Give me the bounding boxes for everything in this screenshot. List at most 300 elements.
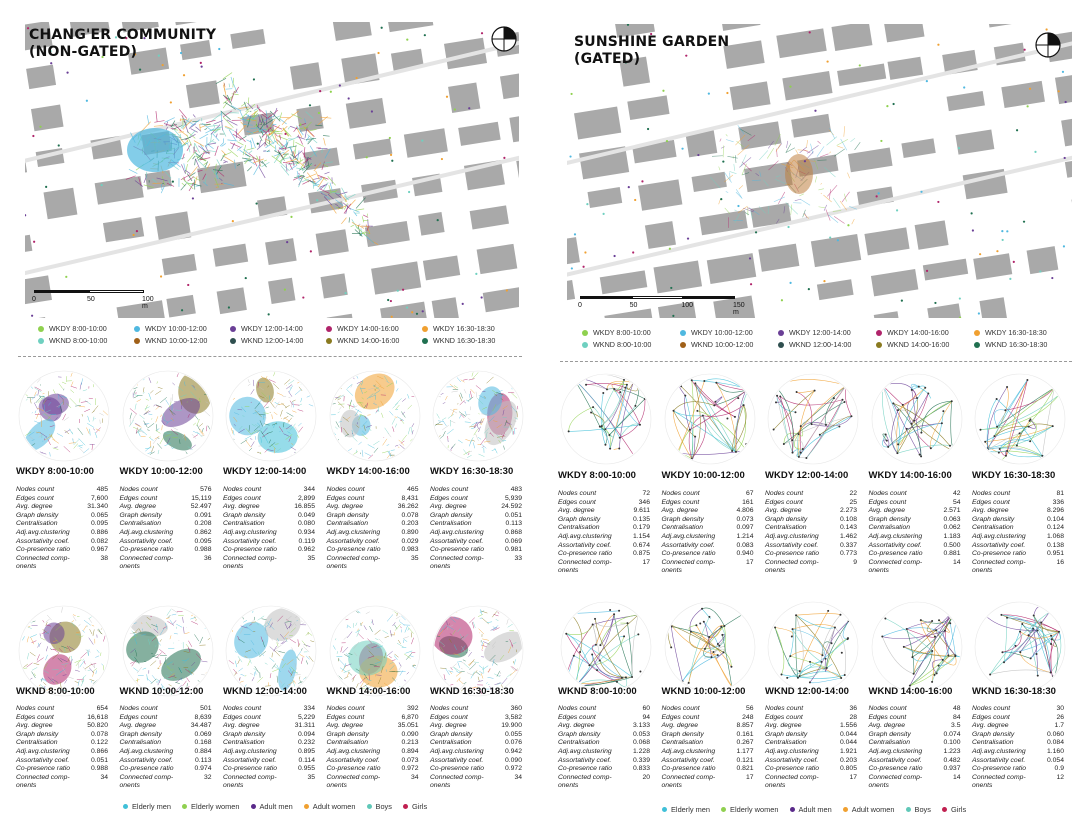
stat-key: Connected comp- (972, 558, 1026, 566)
stat-value: 31.340 (87, 503, 108, 511)
stat-key-continuation: onents (972, 567, 993, 575)
stat-key: Connected comp- (558, 773, 612, 781)
stat-value: 26 (1056, 713, 1064, 721)
stat-value: 34 (100, 773, 108, 781)
group-label: Adult women (851, 805, 895, 814)
stat-row (16, 495, 108, 504)
stat-key: Avg. degree (223, 722, 260, 730)
stat-value: 0.083 (736, 541, 754, 549)
network-diagram (225, 605, 317, 697)
site-map (567, 24, 1072, 318)
legend-swatch (422, 338, 428, 344)
legend-swatch (230, 326, 236, 332)
stat-key: Avg. degree (119, 503, 157, 511)
stat-value: 1.462 (839, 532, 857, 540)
stat-key: Co-presence ratio (868, 765, 923, 773)
scale-bar-segment (580, 296, 632, 299)
stat-value: 360 (510, 705, 522, 712)
stat-key: Co-presence ratio (661, 550, 716, 558)
stat-key-continuation: onents (16, 563, 37, 571)
stat-row (765, 533, 857, 542)
stat-key: Centralisation (223, 520, 265, 528)
stat-row (120, 757, 212, 766)
stat-value: 38 (100, 554, 108, 562)
stat-row (120, 714, 212, 723)
stat-row (223, 529, 315, 538)
group-legend-item (403, 802, 427, 811)
stat-value: 465 (407, 486, 419, 493)
stat-row (765, 542, 857, 551)
stat-key: Graph density (661, 515, 704, 523)
stat-key: Centralisation (223, 739, 265, 747)
stat-value: 8.857 (736, 722, 754, 730)
legend-item (974, 328, 1047, 337)
stat-row (972, 739, 1064, 748)
stat-row (869, 542, 961, 551)
stat-row (972, 516, 1064, 525)
period-title: WKND 14:00-16:00 (326, 686, 411, 697)
stat-row (869, 774, 961, 783)
legend-item (582, 328, 651, 337)
stat-value: 33 (514, 554, 522, 562)
legend-swatch (582, 342, 588, 348)
stat-row (16, 486, 108, 495)
stat-row (223, 555, 315, 564)
stat-row (558, 757, 650, 766)
stat-row (327, 705, 419, 714)
stat-value: 0.937 (943, 765, 961, 773)
stat-value: 0.339 (632, 756, 650, 764)
network-graph (560, 373, 652, 465)
stat-key: Nodes count (868, 705, 907, 712)
stat-key-continuation: onents (765, 782, 786, 790)
stat-row (662, 490, 754, 499)
stat-value: 3,582 (504, 713, 522, 721)
legend-label: WKDY 10:00-12:00 (691, 328, 753, 337)
stat-row (16, 520, 108, 529)
period-title: WKDY 12:00-14:00 (223, 466, 307, 477)
stat-row (972, 490, 1064, 499)
stat-key-continuation: onents (16, 782, 37, 790)
stat-key: Co-presence ratio (765, 550, 820, 558)
stat-row (223, 503, 315, 512)
stat-value: 0.862 (194, 528, 212, 536)
stat-row (765, 739, 857, 748)
legend-swatch (876, 330, 882, 336)
stat-key: Assortativity coef. (972, 756, 1026, 764)
stat-value: 3.133 (632, 722, 650, 730)
stat-row (558, 542, 650, 551)
network-diagram (767, 601, 859, 693)
stat-key: Co-presence ratio (558, 765, 613, 773)
stat-key: Avg. degree (223, 503, 260, 511)
group-label: Boys (914, 805, 931, 814)
stat-key: Avg. degree (119, 722, 157, 730)
stat-row (765, 499, 857, 508)
stat-key: Co-presence ratio (868, 550, 923, 558)
stat-value: 0.875 (632, 550, 650, 558)
stat-row (869, 722, 961, 731)
stat-row (327, 555, 419, 564)
period-stats (869, 705, 961, 791)
legend-item (230, 336, 303, 345)
stat-row (869, 524, 961, 533)
stat-value: 0.078 (401, 511, 419, 519)
stat-key-continuation: onents (223, 782, 244, 790)
stat-key: Centralisation (16, 520, 58, 528)
stat-value: 483 (510, 486, 522, 493)
stat-row (120, 495, 212, 504)
stat-key: Assortativity coef. (661, 541, 715, 549)
stat-value: 0.073 (736, 515, 754, 523)
period-stats (662, 490, 754, 576)
stat-key: Assortativity coef. (661, 756, 715, 764)
group-legend-item (123, 802, 171, 811)
stat-value: 54 (952, 498, 961, 506)
network-graph (119, 605, 214, 697)
scale-label: 0 (578, 302, 582, 309)
stat-key: Centralisation (119, 739, 162, 747)
stat-row (430, 765, 522, 774)
stat-row (765, 550, 857, 559)
stat-value: 20 (642, 773, 650, 781)
stat-row (662, 499, 754, 508)
stat-key-continuation: onents (326, 563, 347, 571)
stat-key: Assortativity coef. (326, 756, 380, 764)
stat-key: Centralisation (661, 524, 704, 532)
legend-label: WKND 12:00-14:00 (789, 340, 852, 349)
stat-row (223, 714, 315, 723)
stat-key: Co-presence ratio (765, 765, 820, 773)
stat-key: Connected comp- (765, 558, 819, 566)
stat-value: 0.062 (943, 524, 961, 532)
stat-row (223, 486, 315, 495)
stat-key: Assortativity coef. (765, 541, 819, 549)
stat-row (120, 486, 212, 495)
stat-key: Graph density (326, 730, 369, 738)
stat-row (558, 705, 650, 714)
site-map-drawing (25, 22, 519, 318)
stat-value: 2,899 (297, 494, 315, 502)
group-swatch (721, 807, 726, 812)
stat-row (327, 486, 419, 495)
stat-row (972, 524, 1064, 533)
stat-key: Assortativity coef. (868, 541, 922, 549)
stat-value: 12 (1056, 773, 1064, 781)
stat-row (869, 748, 961, 757)
stat-value: 1.177 (736, 747, 754, 755)
stat-value: 0.055 (504, 730, 522, 738)
stat-row (430, 495, 522, 504)
group-label: Adult men (259, 802, 293, 811)
network-graph (871, 601, 963, 693)
stat-value: 0.044 (839, 730, 857, 738)
stat-row (16, 757, 108, 766)
scale-bar-segment (632, 296, 684, 299)
stat-row (120, 520, 212, 529)
period-title: WKDY 8:00-10:00 (558, 470, 636, 481)
legend-item (134, 324, 207, 333)
period-stats (558, 490, 650, 576)
legend-swatch (582, 330, 588, 336)
stat-key: Edges count (661, 498, 700, 506)
period-stats (430, 705, 522, 791)
stat-value: 0.482 (943, 756, 961, 764)
stat-key: Graph density (223, 730, 266, 738)
stat-value: 0.080 (297, 520, 315, 528)
stat-value: 501 (200, 705, 212, 712)
period-stats (223, 486, 315, 572)
scale-label: 0 (32, 296, 36, 303)
scale-label: 100 (681, 302, 694, 309)
stat-row (327, 546, 419, 555)
legend-label: WKND 12:00-14:00 (241, 336, 304, 345)
stat-key: Connected comp- (430, 554, 484, 562)
group-label: Elderly men (132, 802, 172, 811)
legend-swatch (422, 326, 428, 332)
period-title: WKND 10:00-12:00 (119, 686, 204, 697)
group-label: Girls (950, 805, 967, 814)
stat-row (327, 495, 419, 504)
stat-row (972, 550, 1064, 559)
stat-key: Co-presence ratio (119, 546, 174, 554)
stat-row (869, 714, 961, 723)
stat-key: Connected comp- (119, 773, 174, 781)
site-map (25, 22, 519, 318)
stat-row (16, 705, 108, 714)
group-swatch (906, 807, 911, 812)
legend-label: WKDY 8:00-10:00 (593, 328, 651, 337)
stat-row (16, 529, 108, 538)
stat-row (120, 705, 212, 714)
stat-value: 0.967 (90, 546, 108, 554)
stat-value: 0.974 (194, 765, 212, 773)
network-diagram (560, 373, 652, 465)
stat-key: Adj.avg.clustering (223, 747, 277, 755)
stat-value: 0.337 (839, 541, 857, 549)
stat-value: 0.203 (839, 756, 857, 764)
period-stats (972, 705, 1064, 791)
stat-key: Nodes count (326, 486, 365, 493)
period-title: WKND 12:00-14:00 (765, 686, 849, 697)
stat-row (120, 503, 212, 512)
legend-item (778, 340, 851, 349)
legend-swatch (230, 338, 236, 344)
stat-key: Adj.avg.clustering (326, 528, 381, 536)
stat-row (869, 731, 961, 740)
stat-value: 0.108 (839, 515, 857, 523)
stat-row (662, 542, 754, 551)
stat-row (430, 520, 522, 529)
network-diagram (18, 605, 110, 697)
stat-value: 0.168 (194, 739, 212, 747)
group-legend (662, 805, 977, 814)
stat-row (662, 757, 754, 766)
group-swatch (790, 807, 795, 812)
stat-key: Adj.avg.clustering (16, 528, 70, 536)
stat-key: Graph density (972, 730, 1015, 738)
stat-key: Edges count (972, 498, 1010, 506)
stat-value: 0.934 (297, 528, 315, 536)
stat-key: Adj.avg.clustering (661, 532, 716, 540)
network-diagram (871, 601, 963, 693)
stat-value: 0.267 (736, 739, 754, 747)
stat-value: 0.084 (1046, 739, 1064, 747)
stat-value: 17 (642, 558, 650, 566)
legend-swatch (134, 338, 140, 344)
legend-label: WKDY 10:00-12:00 (145, 324, 207, 333)
stat-key-continuation: onents (558, 567, 579, 575)
stat-row (558, 559, 650, 568)
stat-value: 0.890 (401, 528, 419, 536)
legend-item (230, 324, 303, 333)
group-swatch (182, 804, 187, 809)
stat-value: 5,229 (297, 713, 315, 721)
stat-row (765, 748, 857, 757)
stat-row (765, 524, 857, 533)
stat-row (972, 757, 1064, 766)
legend-item (876, 328, 949, 337)
scale-label: 150 m (733, 302, 745, 316)
network-graph (122, 370, 214, 462)
stat-row (430, 748, 522, 757)
stat-key: Connected comp- (661, 558, 716, 566)
stat-row (120, 722, 212, 731)
stat-key: Connected comp- (223, 773, 277, 781)
period-stats (662, 705, 754, 791)
scale-bar (32, 290, 154, 310)
legend-item (778, 328, 851, 337)
stat-key: Adj.avg.clustering (661, 747, 716, 755)
stat-value: 34 (410, 773, 419, 781)
stat-row (869, 499, 961, 508)
stat-key: Connected comp- (223, 554, 277, 562)
group-legend-item (906, 805, 931, 814)
stat-key: Co-presence ratio (223, 765, 278, 773)
stat-value: 32 (203, 773, 212, 781)
stat-value: 0.143 (839, 524, 857, 532)
stat-value: 0.069 (504, 537, 522, 545)
legend-swatch (680, 330, 686, 336)
stat-value: 35 (307, 773, 315, 781)
period-stats (120, 705, 212, 791)
stat-value: 24.592 (501, 503, 522, 511)
stat-key-continuation: onents (661, 567, 682, 575)
time-period-legend (38, 324, 518, 348)
stat-value: 0.886 (90, 528, 108, 536)
stat-key: Assortativity coef. (868, 756, 922, 764)
stat-value: 0.121 (736, 756, 754, 764)
stat-value: 0.500 (943, 541, 961, 549)
stat-value: 81 (1056, 490, 1064, 497)
stat-value: 15,119 (191, 494, 212, 502)
stat-row (223, 705, 315, 714)
stat-value: 0.094 (297, 730, 315, 738)
stat-key: Nodes count (868, 490, 907, 497)
panel-gated (540, 0, 1080, 837)
legend-label: WKND 8:00-10:00 (593, 340, 652, 349)
stat-key: Edges count (558, 498, 596, 506)
stat-row (430, 546, 522, 555)
stat-row (765, 714, 857, 723)
network-diagram (326, 605, 421, 697)
period-title: WKND 8:00-10:00 (558, 686, 637, 697)
stat-key: Co-presence ratio (326, 765, 381, 773)
stat-value: 0.942 (504, 747, 522, 755)
network-graph (871, 373, 963, 465)
stat-key: Adj.avg.clustering (765, 747, 819, 755)
stat-value: 0.063 (943, 515, 961, 523)
stat-row (430, 774, 522, 783)
network-diagram (225, 370, 317, 462)
stat-row (327, 739, 419, 748)
stat-row (765, 722, 857, 731)
stat-row (16, 722, 108, 731)
stat-row (558, 722, 650, 731)
group-legend-item (251, 802, 293, 811)
stat-value: 0.833 (632, 765, 650, 773)
legend-swatch (326, 326, 332, 332)
stat-key: Nodes count (765, 705, 804, 712)
stat-row (430, 757, 522, 766)
stat-row (869, 559, 961, 568)
period-stats (16, 486, 108, 572)
stat-key: Avg. degree (16, 722, 53, 730)
stat-key: Nodes count (661, 705, 700, 712)
stat-key-continuation: onents (119, 782, 140, 790)
network-graph (225, 370, 317, 462)
stat-row (972, 542, 1064, 551)
stat-row (430, 486, 522, 495)
legend-item (974, 340, 1047, 349)
stat-row (430, 731, 522, 740)
stat-row (16, 748, 108, 757)
period-title: WKND 14:00-16:00 (868, 686, 953, 697)
stat-key: Nodes count (223, 705, 262, 712)
north-arrow-icon (1035, 32, 1061, 58)
stat-value: 0.068 (632, 739, 650, 747)
stat-value: 1.214 (736, 532, 754, 540)
legend-swatch (326, 338, 332, 344)
legend-item (876, 340, 949, 349)
scale-bar-segment (89, 290, 144, 293)
stat-value: 0.940 (736, 550, 754, 558)
stat-key: Edges count (765, 713, 803, 721)
stat-key-continuation: onents (430, 563, 451, 571)
stat-row (120, 555, 212, 564)
stat-key: Graph density (765, 730, 808, 738)
stat-value: 0.203 (401, 520, 419, 528)
legend-label: WKDY 12:00-14:00 (241, 324, 303, 333)
group-label: Elderly men (671, 805, 711, 814)
stat-value: 0.049 (297, 511, 315, 519)
stat-row (223, 546, 315, 555)
stat-key: Edges count (972, 713, 1010, 721)
group-legend (123, 802, 438, 811)
stat-key: Nodes count (558, 490, 597, 497)
stat-value: 0.138 (1046, 541, 1064, 549)
stat-value: 0.972 (504, 765, 522, 773)
stat-value: 576 (200, 486, 212, 493)
stat-key: Adj.avg.clustering (558, 532, 612, 540)
network-diagram (871, 373, 963, 465)
stat-value: 17 (849, 773, 857, 781)
stat-row (869, 516, 961, 525)
stat-key: Assortativity coef. (558, 756, 612, 764)
stat-row (223, 739, 315, 748)
legend-label: WKDY 8:00-10:00 (49, 324, 107, 333)
stat-key: Graph density (558, 515, 601, 523)
